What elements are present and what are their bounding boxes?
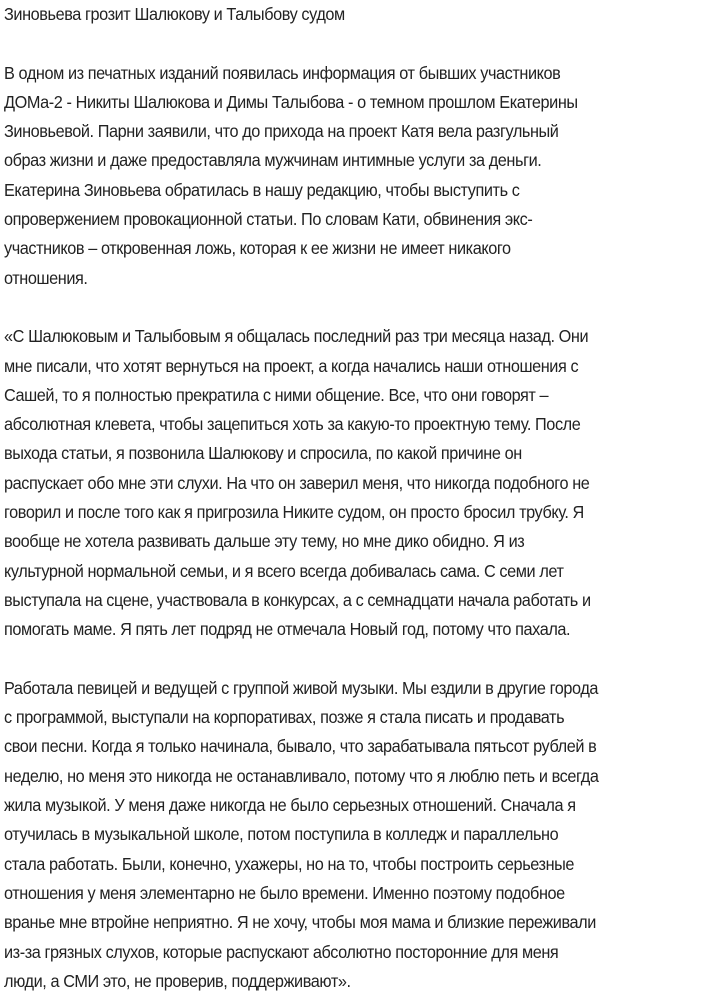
paragraph-line: отношения. xyxy=(4,267,88,288)
paragraph-line: выхода статьи, я позвонила Шалюкову и спросила, по какой причине он xyxy=(4,443,522,464)
paragraph-line: вообще не хотела развивать дальше эту тему, но мне дико обидно. Я из xyxy=(4,531,525,552)
paragraph-line: Работала певицей и ведущей с группой живой музыки. Мы ездили в другие города xyxy=(4,677,599,698)
paragraph-line: участников – откровенная ложь, которая к ее жизни не имеет никакого xyxy=(4,238,511,259)
paragraph-line: мне писали, что хотят вернуться на проект, а когда начались наши отношения с xyxy=(4,355,579,376)
paragraph-line: распускает обо мне эти слухи. На что он заверил меня, что никогда подобного не xyxy=(4,472,590,493)
paragraph-line: Зиновьевой. Парни заявили, что до прихода на проект Катя вела разгульный xyxy=(4,121,559,142)
paragraph-line: свои песни. Когда я только начинала, бывало, что зарабатывала пятьсот рублей в xyxy=(4,736,597,757)
paragraph-line: культурной нормальной семьи, и я всего всегда добивалась сама. С семи лет xyxy=(4,560,564,581)
article-title: Зиновьева грозит Шалюкову и Талыбову судом xyxy=(4,4,345,24)
paragraph-line: с программой, выступали на корпоративах, позже я стала писать и продавать xyxy=(4,707,565,728)
paragraph-line: В одном из печатных изданий появилась информация от бывших участников xyxy=(4,62,561,83)
paragraph-line: стала работать. Были, конечно, ухажеры, но на то, чтобы построить серьезные xyxy=(4,853,575,874)
paragraph-line: опровержением провокационной статьи. По словам Кати, обвинения экс- xyxy=(4,209,533,230)
paragraph-line: абсолютная клевета, чтобы зацепиться хоть за какую-то проектную тему. После xyxy=(4,414,581,435)
paragraph-line: вранье мне втройне неприятно. Я не хочу, чтобы моя мама и близкие переживали xyxy=(4,912,596,933)
paragraph-line: выступала на сцене, участвовала в конкурсах, а с семнадцати начала работать и xyxy=(4,589,591,610)
article-paragraph-1 xyxy=(4,59,703,293)
paragraph-line: отучилась в музыкальной школе, потом поступила в колледж и параллельно xyxy=(4,824,559,845)
paragraph-line: Сашей, то я полностью прекратила с ними общение. Все, что они говорят – xyxy=(4,384,549,405)
paragraph-line: говорил и после того как я пригрозила Никите судом, он просто бросил трубку. Я xyxy=(4,502,584,523)
paragraph-line: из-за грязных слухов, которые распускают абсолютно посторонние для меня xyxy=(4,941,559,962)
paragraph-line: неделю, но меня это никогда не останавливало, потому что я люблю петь и всегда xyxy=(4,765,599,786)
paragraph-line: жила музыкой. У меня даже никогда не было серьезных отношений. Сначала я xyxy=(4,795,576,816)
paragraph-line: помогать маме. Я пять лет подряд не отмечала Новый год, потому что пахала. xyxy=(4,619,571,640)
article-paragraph-3 xyxy=(4,674,703,996)
paragraph-line: люди, а СМИ это, не проверив, поддерживают». xyxy=(4,970,351,991)
paragraph-line: «С Шалюковым и Талыбовым я общалась последний раз три месяца назад. Они xyxy=(4,326,589,347)
paragraph-line: отношения у меня элементарно не было времени. Именно поэтому подобное xyxy=(4,882,565,903)
article-paragraph-2 xyxy=(4,322,703,644)
paragraph-line: Екатерина Зиновьева обратилась в нашу редакцию, чтобы выступить с xyxy=(4,179,520,200)
paragraph-line: образ жизни и даже предоставляла мужчинам интимные услуги за деньги. xyxy=(4,150,542,171)
paragraph-line: ДОМа-2 - Никиты Шалюкова и Димы Талыбова - о темном прошлом Екатерины xyxy=(4,91,578,112)
